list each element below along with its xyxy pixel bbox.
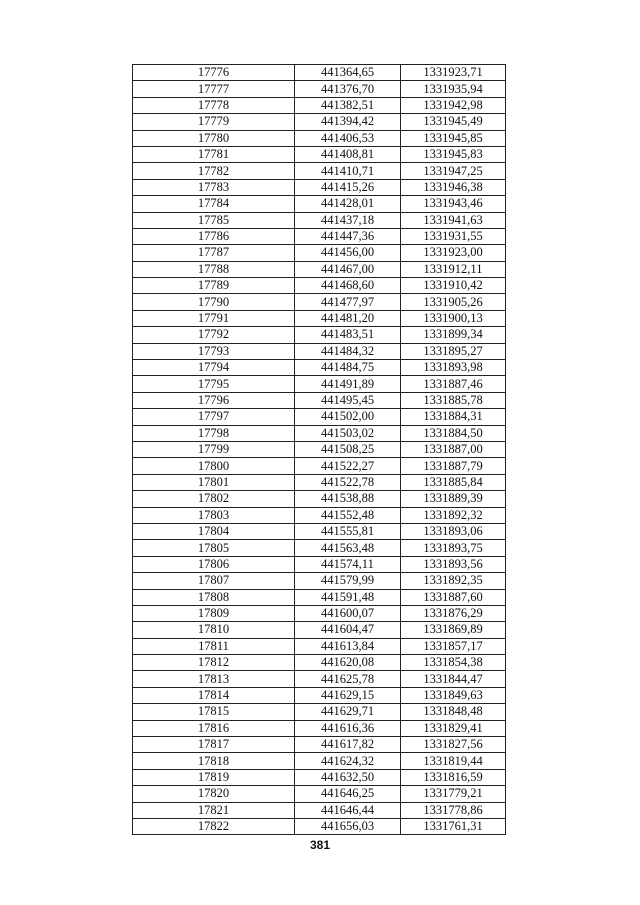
point-number-cell: 17778: [133, 97, 295, 113]
table-row: [133, 720, 506, 736]
y-coordinate-cell: 1331885,78: [401, 392, 506, 408]
table-row: [133, 687, 506, 703]
y-coordinate-cell: 1331887,00: [401, 441, 506, 457]
table-row: [133, 523, 506, 539]
table-row: [133, 392, 506, 408]
y-coordinate-cell: 1331900,13: [401, 310, 506, 326]
x-coordinate-cell: 441456,00: [295, 245, 401, 261]
y-coordinate-cell: 1331816,59: [401, 769, 506, 785]
point-number-cell: 17821: [133, 802, 295, 818]
point-number-cell: 17819: [133, 769, 295, 785]
coordinates-table-body: [133, 65, 506, 835]
x-coordinate-cell: 441522,27: [295, 458, 401, 474]
table-row: [133, 114, 506, 130]
x-coordinate-cell: 441563,48: [295, 540, 401, 556]
point-number-cell: 17806: [133, 556, 295, 572]
x-coordinate-cell: 441620,08: [295, 655, 401, 671]
point-number-cell: 17822: [133, 818, 295, 834]
y-coordinate-cell: 1331844,47: [401, 671, 506, 687]
point-number-cell: 17815: [133, 704, 295, 720]
point-number-cell: 17783: [133, 179, 295, 195]
point-number-cell: 17810: [133, 622, 295, 638]
x-coordinate-cell: 441484,32: [295, 343, 401, 359]
x-coordinate-cell: 441503,02: [295, 425, 401, 441]
table-row: [133, 278, 506, 294]
point-number-cell: 17789: [133, 278, 295, 294]
page-number: 381: [309, 838, 331, 852]
y-coordinate-cell: 1331945,83: [401, 146, 506, 162]
point-number-cell: 17790: [133, 294, 295, 310]
x-coordinate-cell: 441376,70: [295, 81, 401, 97]
table-row: [133, 146, 506, 162]
x-coordinate-cell: 441410,71: [295, 163, 401, 179]
point-number-cell: 17818: [133, 753, 295, 769]
x-coordinate-cell: 441481,20: [295, 310, 401, 326]
y-coordinate-cell: 1331895,27: [401, 343, 506, 359]
table-row: [133, 360, 506, 376]
x-coordinate-cell: 441629,71: [295, 704, 401, 720]
y-coordinate-cell: 1331829,41: [401, 720, 506, 736]
x-coordinate-cell: 441625,78: [295, 671, 401, 687]
x-coordinate-cell: 441624,32: [295, 753, 401, 769]
table-row: [133, 605, 506, 621]
x-coordinate-cell: 441555,81: [295, 523, 401, 539]
y-coordinate-cell: 1331942,98: [401, 97, 506, 113]
y-coordinate-cell: 1331947,25: [401, 163, 506, 179]
x-coordinate-cell: 441552,48: [295, 507, 401, 523]
x-coordinate-cell: 441382,51: [295, 97, 401, 113]
x-coordinate-cell: 441579,99: [295, 573, 401, 589]
table-row: [133, 737, 506, 753]
x-coordinate-cell: 441522,78: [295, 474, 401, 490]
y-coordinate-cell: 1331819,44: [401, 753, 506, 769]
x-coordinate-cell: 441484,75: [295, 360, 401, 376]
point-number-cell: 17793: [133, 343, 295, 359]
x-coordinate-cell: 441428,01: [295, 196, 401, 212]
x-coordinate-cell: 441415,26: [295, 179, 401, 195]
y-coordinate-cell: 1331945,49: [401, 114, 506, 130]
table-row: [133, 441, 506, 457]
y-coordinate-cell: 1331848,48: [401, 704, 506, 720]
y-coordinate-cell: 1331778,86: [401, 802, 506, 818]
point-number-cell: 17780: [133, 130, 295, 146]
y-coordinate-cell: 1331923,00: [401, 245, 506, 261]
table-row: [133, 212, 506, 228]
table-row: [133, 655, 506, 671]
x-coordinate-cell: 441495,45: [295, 392, 401, 408]
point-number-cell: 17786: [133, 228, 295, 244]
table-row: [133, 802, 506, 818]
point-number-cell: 17785: [133, 212, 295, 228]
y-coordinate-cell: 1331931,55: [401, 228, 506, 244]
point-number-cell: 17796: [133, 392, 295, 408]
y-coordinate-cell: 1331941,63: [401, 212, 506, 228]
y-coordinate-cell: 1331943,46: [401, 196, 506, 212]
x-coordinate-cell: 441613,84: [295, 638, 401, 654]
point-number-cell: 17776: [133, 65, 295, 81]
x-coordinate-cell: 441632,50: [295, 769, 401, 785]
y-coordinate-cell: 1331910,42: [401, 278, 506, 294]
table-row: [133, 786, 506, 802]
table-row: [133, 81, 506, 97]
y-coordinate-cell: 1331761,31: [401, 818, 506, 834]
y-coordinate-cell: 1331899,34: [401, 327, 506, 343]
y-coordinate-cell: 1331885,84: [401, 474, 506, 490]
table-row: [133, 769, 506, 785]
point-number-cell: 17777: [133, 81, 295, 97]
x-coordinate-cell: 441629,15: [295, 687, 401, 703]
table-row: [133, 458, 506, 474]
table-row: [133, 310, 506, 326]
table-row: [133, 343, 506, 359]
table-row: [133, 425, 506, 441]
y-coordinate-cell: 1331857,17: [401, 638, 506, 654]
y-coordinate-cell: 1331893,56: [401, 556, 506, 572]
table-row: [133, 130, 506, 146]
table-row: [133, 818, 506, 834]
table-row: [133, 294, 506, 310]
table-row: [133, 507, 506, 523]
y-coordinate-cell: 1331946,38: [401, 179, 506, 195]
y-coordinate-cell: 1331935,94: [401, 81, 506, 97]
point-number-cell: 17809: [133, 605, 295, 621]
point-number-cell: 17794: [133, 360, 295, 376]
point-number-cell: 17802: [133, 491, 295, 507]
y-coordinate-cell: 1331849,63: [401, 687, 506, 703]
y-coordinate-cell: 1331893,98: [401, 360, 506, 376]
point-number-cell: 17820: [133, 786, 295, 802]
table-row: [133, 753, 506, 769]
x-coordinate-cell: 441617,82: [295, 737, 401, 753]
table-row: [133, 556, 506, 572]
x-coordinate-cell: 441616,36: [295, 720, 401, 736]
point-number-cell: 17814: [133, 687, 295, 703]
point-number-cell: 17784: [133, 196, 295, 212]
table-row: [133, 179, 506, 195]
y-coordinate-cell: 1331887,60: [401, 589, 506, 605]
y-coordinate-cell: 1331892,32: [401, 507, 506, 523]
point-number-cell: 17812: [133, 655, 295, 671]
table-row: [133, 540, 506, 556]
point-number-cell: 17807: [133, 573, 295, 589]
table-row: [133, 245, 506, 261]
point-number-cell: 17792: [133, 327, 295, 343]
point-number-cell: 17787: [133, 245, 295, 261]
point-number-cell: 17808: [133, 589, 295, 605]
table-row: [133, 163, 506, 179]
y-coordinate-cell: 1331923,71: [401, 65, 506, 81]
x-coordinate-cell: 441646,25: [295, 786, 401, 802]
table-row: [133, 376, 506, 392]
table-row: [133, 474, 506, 490]
table-row: [133, 573, 506, 589]
point-number-cell: 17816: [133, 720, 295, 736]
y-coordinate-cell: 1331827,56: [401, 737, 506, 753]
x-coordinate-cell: 441538,88: [295, 491, 401, 507]
point-number-cell: 17804: [133, 523, 295, 539]
y-coordinate-cell: 1331884,31: [401, 409, 506, 425]
point-number-cell: 17803: [133, 507, 295, 523]
x-coordinate-cell: 441491,89: [295, 376, 401, 392]
x-coordinate-cell: 441364,65: [295, 65, 401, 81]
point-number-cell: 17811: [133, 638, 295, 654]
x-coordinate-cell: 441483,51: [295, 327, 401, 343]
table-row: [133, 638, 506, 654]
x-coordinate-cell: 441574,11: [295, 556, 401, 572]
point-number-cell: 17779: [133, 114, 295, 130]
point-number-cell: 17797: [133, 409, 295, 425]
x-coordinate-cell: 441502,00: [295, 409, 401, 425]
point-number-cell: 17781: [133, 146, 295, 162]
x-coordinate-cell: 441646,44: [295, 802, 401, 818]
point-number-cell: 17788: [133, 261, 295, 277]
x-coordinate-cell: 441477,97: [295, 294, 401, 310]
table-row: [133, 65, 506, 81]
point-number-cell: 17800: [133, 458, 295, 474]
x-coordinate-cell: 441508,25: [295, 441, 401, 457]
x-coordinate-cell: 441406,53: [295, 130, 401, 146]
table-row: [133, 228, 506, 244]
x-coordinate-cell: 441447,36: [295, 228, 401, 244]
y-coordinate-cell: 1331876,29: [401, 605, 506, 621]
table-row: [133, 97, 506, 113]
table-row: [133, 491, 506, 507]
point-number-cell: 17782: [133, 163, 295, 179]
table-row: [133, 671, 506, 687]
point-number-cell: 17795: [133, 376, 295, 392]
x-coordinate-cell: 441591,48: [295, 589, 401, 605]
y-coordinate-cell: 1331779,21: [401, 786, 506, 802]
y-coordinate-cell: 1331889,39: [401, 491, 506, 507]
y-coordinate-cell: 1331887,79: [401, 458, 506, 474]
y-coordinate-cell: 1331945,85: [401, 130, 506, 146]
point-number-cell: 17813: [133, 671, 295, 687]
y-coordinate-cell: 1331912,11: [401, 261, 506, 277]
x-coordinate-cell: 441408,81: [295, 146, 401, 162]
point-number-cell: 17791: [133, 310, 295, 326]
table-row: [133, 409, 506, 425]
table-row: [133, 589, 506, 605]
table-row: [133, 327, 506, 343]
table-row: [133, 196, 506, 212]
table-row: [133, 261, 506, 277]
y-coordinate-cell: 1331854,38: [401, 655, 506, 671]
y-coordinate-cell: 1331887,46: [401, 376, 506, 392]
x-coordinate-cell: 441656,03: [295, 818, 401, 834]
point-number-cell: 17801: [133, 474, 295, 490]
x-coordinate-cell: 441468,60: [295, 278, 401, 294]
x-coordinate-cell: 441467,00: [295, 261, 401, 277]
x-coordinate-cell: 441600,07: [295, 605, 401, 621]
x-coordinate-cell: 441604,47: [295, 622, 401, 638]
point-number-cell: 17798: [133, 425, 295, 441]
y-coordinate-cell: 1331869,89: [401, 622, 506, 638]
point-number-cell: 17817: [133, 737, 295, 753]
x-coordinate-cell: 441437,18: [295, 212, 401, 228]
y-coordinate-cell: 1331893,06: [401, 523, 506, 539]
y-coordinate-cell: 1331884,50: [401, 425, 506, 441]
y-coordinate-cell: 1331892,35: [401, 573, 506, 589]
point-number-cell: 17799: [133, 441, 295, 457]
table-row: [133, 622, 506, 638]
point-number-cell: 17805: [133, 540, 295, 556]
y-coordinate-cell: 1331905,26: [401, 294, 506, 310]
y-coordinate-cell: 1331893,75: [401, 540, 506, 556]
table-row: [133, 704, 506, 720]
x-coordinate-cell: 441394,42: [295, 114, 401, 130]
coordinates-table: [132, 64, 506, 835]
